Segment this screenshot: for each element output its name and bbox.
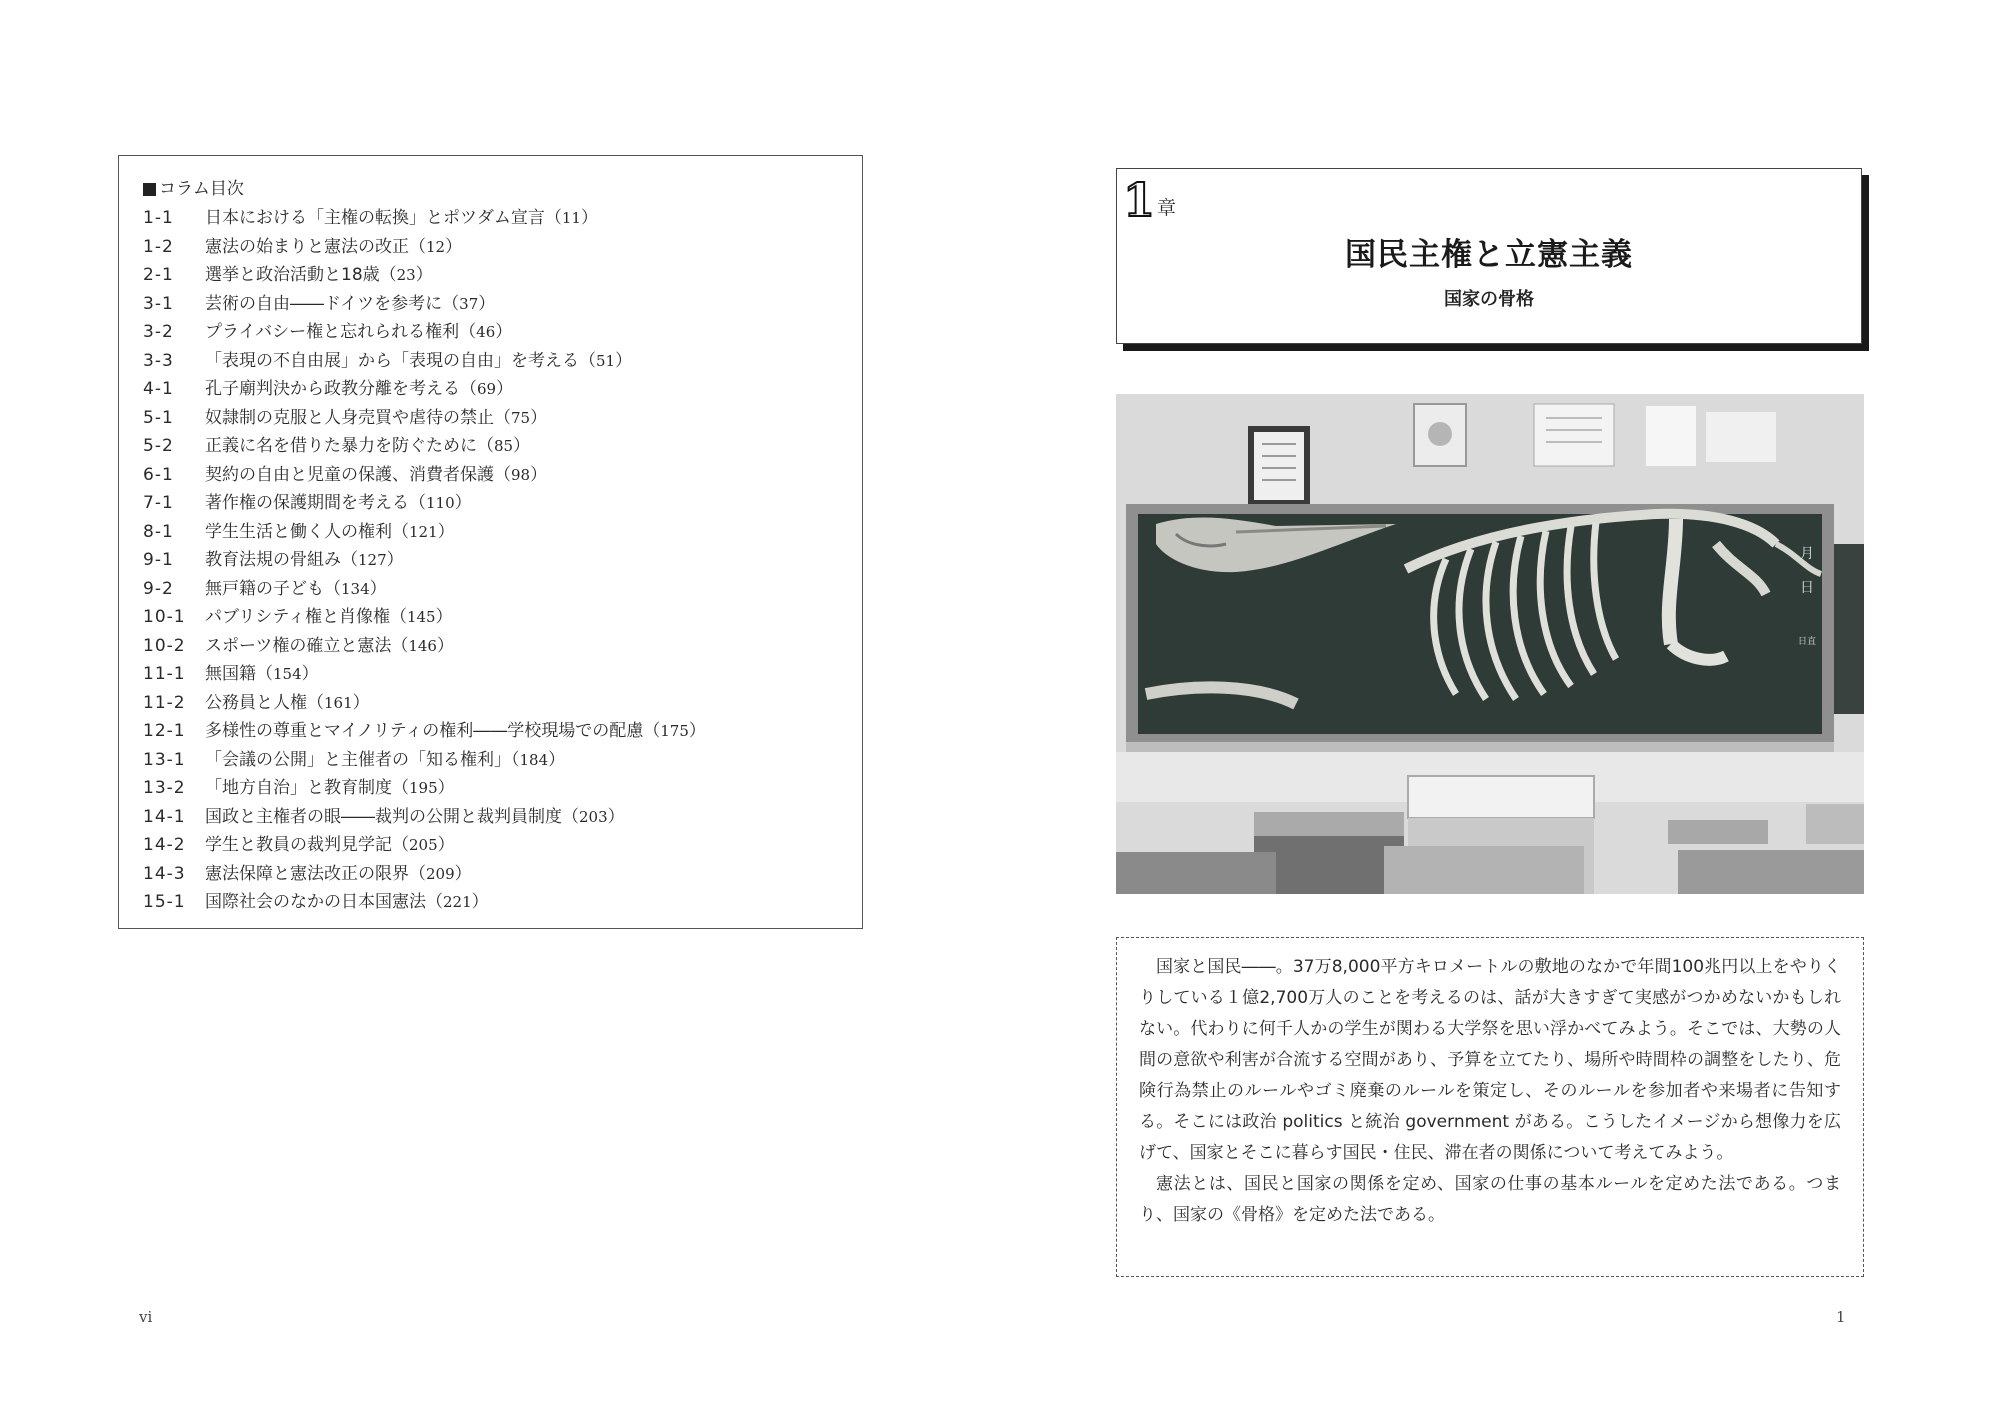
column-index-item: 12-1 多様性の尊重とマイノリティの権利――学校現場での配慮（175）	[143, 717, 862, 746]
column-index-item: 13-1 「会議の公開」と主催者の「知る権利」（184）	[143, 746, 862, 775]
column-number: 2-1	[143, 265, 174, 285]
column-number: 6-1	[143, 464, 174, 485]
column-title: 憲法の始まりと憲法の改正	[205, 236, 409, 257]
column-title: 「表現の不自由展」から「表現の自由」を考える	[205, 350, 579, 371]
column-index-item: 10-2 スポーツ権の確立と憲法（146）	[143, 632, 862, 661]
column-title: 公務員と人権	[205, 692, 307, 713]
right-page	[1000, 0, 2000, 1414]
column-title: 無国籍	[205, 664, 256, 684]
column-index-title: コラム目次	[159, 179, 244, 199]
column-title: 「地方自治」と教育制度	[205, 778, 392, 798]
column-index-item: 7-1 著作権の保護期間を考える（110）	[143, 489, 862, 518]
column-page-number: 23	[396, 266, 416, 284]
column-number: 15-1	[143, 892, 186, 912]
column-number: 9-2	[143, 578, 174, 599]
column-number: 14-3	[143, 863, 186, 884]
page-number-right: 1	[1836, 1308, 1846, 1326]
column-number: 4-1	[143, 379, 174, 399]
column-number: 12-1	[143, 721, 186, 741]
black-square-icon	[143, 183, 156, 196]
column-page-number: 209	[426, 864, 455, 883]
board-duty-label: 日直	[1798, 637, 1817, 647]
column-number: 13-2	[143, 778, 186, 798]
column-page-number: 11	[561, 209, 581, 227]
column-number: 7-1	[143, 493, 174, 513]
column-number: 10-1	[143, 607, 186, 627]
column-title: 著作権の保護期間を考える	[205, 493, 409, 513]
column-page-number: 203	[579, 807, 608, 826]
column-title: 「会議の公開」と主催者の「知る権利」	[205, 749, 511, 770]
page-number-left: vi	[139, 1308, 153, 1326]
column-number: 3-2	[143, 322, 174, 342]
column-title: 無戸籍の子ども	[205, 578, 324, 599]
column-page-number: 221	[443, 893, 472, 911]
column-page-number: 37	[459, 294, 479, 313]
column-page-number: 51	[596, 351, 616, 370]
column-number: 14-1	[143, 806, 186, 827]
column-page-number: 110	[426, 494, 455, 512]
column-page-number: 145	[406, 608, 436, 626]
column-page-number: 46	[476, 323, 496, 341]
column-title: 国際社会のなかの日本国憲法	[205, 892, 426, 912]
column-page-number: 85	[494, 437, 514, 455]
column-page-number: 75	[511, 408, 531, 427]
column-index-item: 13-2 「地方自治」と教育制度（195）	[143, 774, 862, 803]
column-index-item: 3-2 プライバシー権と忘れられる権利（46）	[143, 318, 862, 347]
column-index-item: 5-1 奴隷制の克服と人身売買や虐待の禁止（75）	[143, 404, 862, 433]
column-title: 日本における「主権の転換」とポツダム宣言	[205, 208, 545, 228]
column-title: 契約の自由と児童の保護、消費者保護	[205, 464, 494, 485]
column-number: 8-1	[143, 521, 174, 542]
chapter-subtitle: 国家の骨格	[1444, 289, 1534, 310]
column-page-number: 161	[324, 693, 353, 712]
chapter-intro-box	[1116, 937, 1864, 1277]
chapter-number: 1	[1123, 173, 1156, 227]
column-number: 11-1	[143, 664, 186, 684]
classroom-blackboard-photo	[1116, 394, 1864, 894]
column-title: 学生生活と働く人の権利	[205, 521, 392, 542]
intro-paragraph-1: 国家と国民――。37万8,000平方キロメートルの敷地のなかで年間100兆円以上をやりくりしている１億2,700万人のことを考えるのは、話が大きすぎて実感がつかめないかもしれない。代わりに何千人かの学生が関わる大学祭を思い浮かべてみよう。そこでは、大勢の人間の意欲や利害が合流する空間があり、予算を立てたり、場所や時間枠の調整をしたり、危険行為禁止のルールやゴミ廃棄のルールを策定し、そのルールを参加者や来場者に告知する。そこには政治 politics と統治 government がある。こうしたイメージから想像力を広げて、国家とそこに暮らす国民・住民、滞在者の関係について考えてみよう。	[1139, 957, 1841, 1163]
column-title: 国政と主権者の眼――裁判の公開と裁判員制度	[205, 806, 562, 827]
chapter-title: 国民主権と立憲主義	[1345, 237, 1633, 273]
column-index-item: 3-3 「表現の不自由展」から「表現の自由」を考える（51）	[143, 347, 862, 376]
column-page-number: 69	[477, 380, 497, 398]
column-index-list	[143, 204, 862, 917]
column-index-item: 14-3 憲法保障と憲法改正の限界（209）	[143, 860, 862, 889]
column-title: パブリシティ権と肖像権	[205, 607, 390, 627]
column-number: 3-3	[143, 350, 174, 371]
column-index-item: 11-1 無国籍（154）	[143, 660, 862, 689]
column-index-item: 2-1 選挙と政治活動と18歳（23）	[143, 261, 862, 290]
column-index-item: 9-1 教育法規の骨組み（127）	[143, 546, 862, 575]
column-page-number: 121	[409, 522, 438, 541]
column-page-number: 12	[426, 237, 446, 256]
column-index-item: 8-1 学生生活と働く人の権利（121）	[143, 518, 862, 547]
column-number: 9-1	[143, 550, 174, 570]
column-index-item: 3-1 芸術の自由――ドイツを参考に（37）	[143, 290, 862, 319]
column-page-number: 175	[660, 722, 689, 740]
chapter-title-box	[1116, 168, 1862, 344]
column-number: 1-2	[143, 236, 174, 257]
column-index-item: 4-1 孔子廟判決から政教分離を考える（69）	[143, 375, 862, 404]
column-number: 13-1	[143, 749, 186, 770]
column-title: 正義に名を借りた暴力を防ぐために	[205, 436, 477, 456]
column-page-number: 98	[511, 465, 531, 484]
column-page-number: 195	[409, 779, 438, 797]
column-index-item: 14-1 国政と主権者の眼――裁判の公開と裁判員制度（203）	[143, 803, 862, 832]
column-title: 芸術の自由――ドイツを参考に	[205, 293, 443, 314]
column-number: 11-2	[143, 692, 186, 713]
blackboard-skeleton-illustration	[1116, 394, 1864, 894]
column-number: 5-1	[143, 407, 174, 428]
column-title: 多様性の尊重とマイノリティの権利――学校現場での配慮	[205, 721, 644, 741]
chapter-label	[1123, 173, 1177, 227]
column-page-number: 146	[408, 636, 437, 655]
column-index-item: 11-2 公務員と人権（161）	[143, 689, 862, 718]
board-month-label: 月	[1800, 546, 1814, 562]
column-index-item: 1-1 日本における「主権の転換」とポツダム宣言（11）	[143, 204, 862, 233]
column-number: 1-1	[143, 208, 174, 228]
column-index-item: 6-1 契約の自由と児童の保護、消費者保護（98）	[143, 461, 862, 490]
column-index-item: 1-2 憲法の始まりと憲法の改正（12）	[143, 233, 862, 262]
column-index-item: 9-2 無戸籍の子ども（134）	[143, 575, 862, 604]
column-page-number: 154	[273, 665, 302, 683]
column-title: 孔子廟判決から政教分離を考える	[205, 379, 460, 399]
column-index-heading	[143, 176, 862, 202]
column-title: 選挙と政治活動と18歳	[205, 265, 380, 285]
column-page-number: 134	[341, 579, 370, 598]
column-title: 教育法規の骨組み	[205, 550, 341, 570]
intro-paragraph-2: 憲法とは、国民と国家の関係を定め、国家の仕事の基本ルールを定めた法である。つまり、国家の《骨格》を定めた法である。	[1139, 1174, 1841, 1225]
column-title: 学生と教員の裁判見学記	[205, 835, 392, 855]
column-index-item: 15-1 国際社会のなかの日本国憲法（221）	[143, 888, 862, 917]
column-title: 奴隷制の克服と人身売買や虐待の禁止	[205, 407, 494, 428]
column-title: スポーツ権の確立と憲法	[205, 635, 392, 656]
column-index-box	[118, 155, 863, 929]
column-index-item: 5-2 正義に名を借りた暴力を防ぐために（85）	[143, 432, 862, 461]
column-page-number: 205	[409, 836, 438, 854]
column-title: プライバシー権と忘れられる権利	[205, 322, 460, 342]
column-number: 14-2	[143, 835, 186, 855]
column-number: 10-2	[143, 635, 186, 656]
column-number: 5-2	[143, 436, 174, 456]
board-day-label: 日	[1800, 580, 1814, 596]
column-number: 3-1	[143, 293, 174, 314]
column-page-number: 184	[519, 750, 549, 769]
column-title: 憲法保障と憲法改正の限界	[205, 863, 409, 884]
chapter-word: 章	[1157, 197, 1177, 219]
column-index-item: 10-1 パブリシティ権と肖像権（145）	[143, 603, 862, 632]
column-page-number: 127	[358, 551, 387, 569]
column-index-item: 14-2 学生と教員の裁判見学記（205）	[143, 831, 862, 860]
